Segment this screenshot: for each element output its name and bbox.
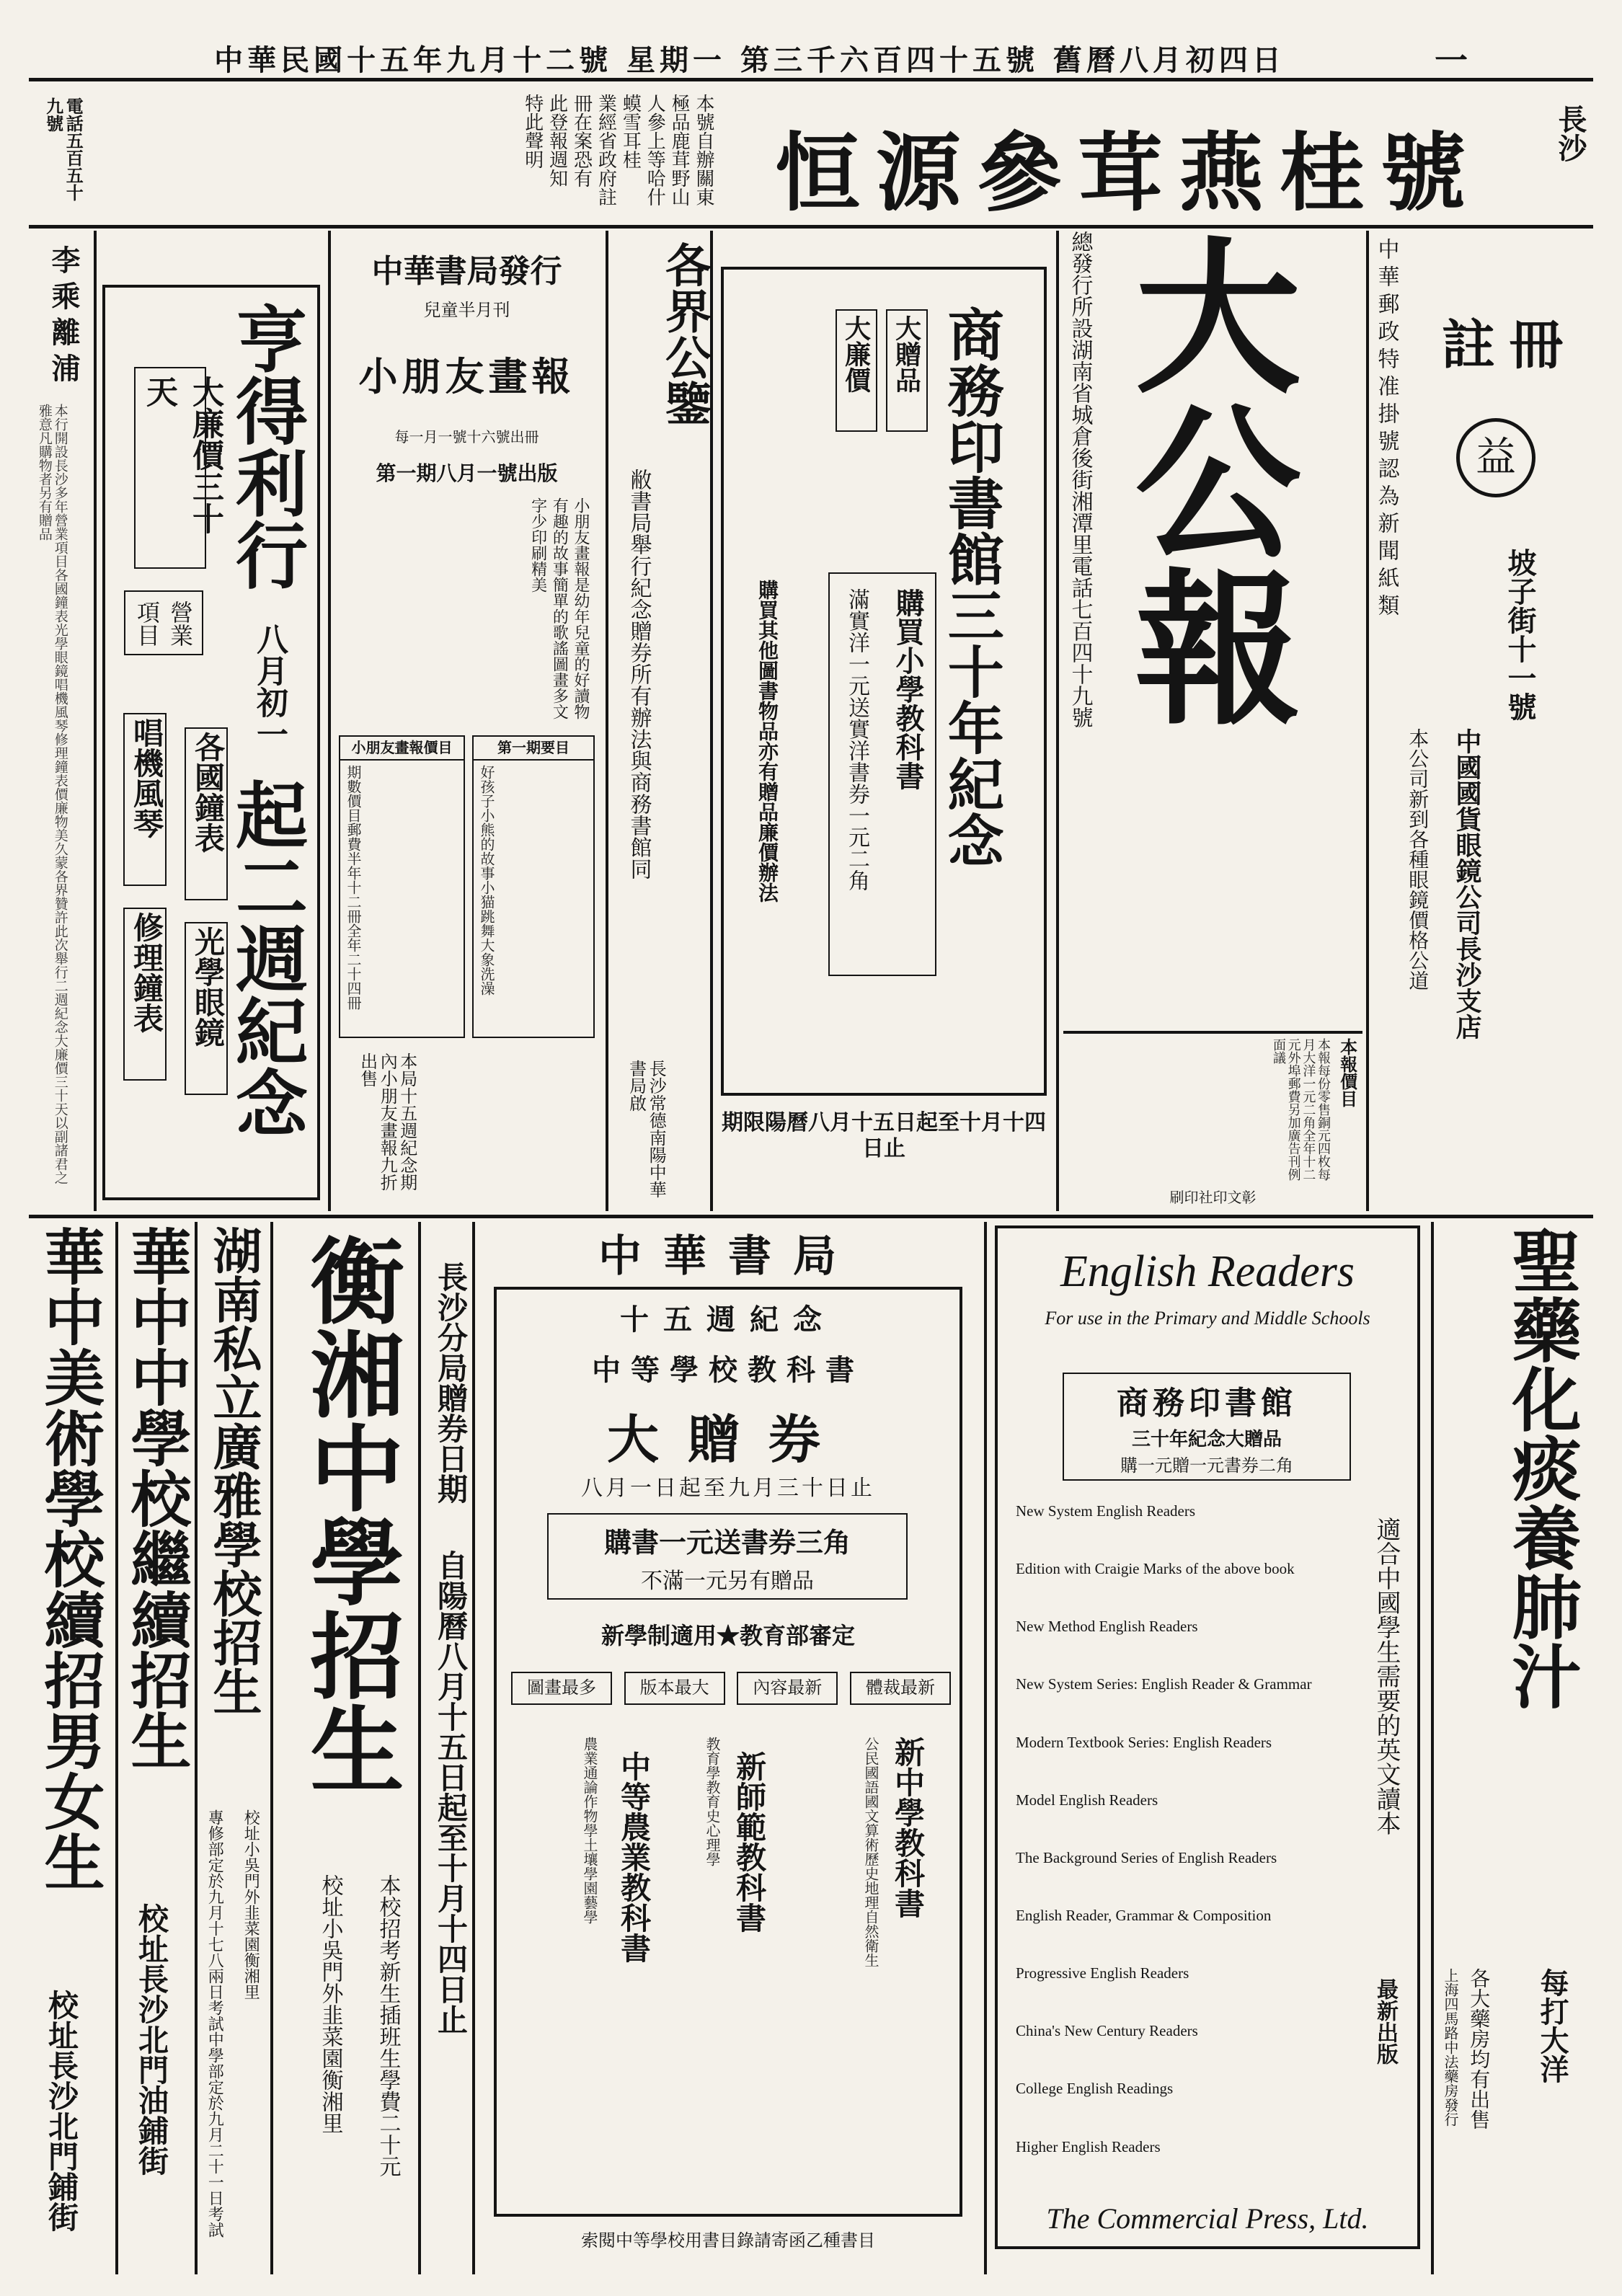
- top-ad-title: 恒源參茸燕桂號: [774, 123, 1481, 223]
- top-ad-address: 電話五百五十九號: [43, 97, 84, 201]
- english-item: China's New Century Readers: [1016, 2022, 1198, 2040]
- zhonghua-slogan: 新學制適用★教育部審定: [601, 1622, 855, 1649]
- english-item: College English Readings: [1016, 2080, 1174, 2098]
- english-item: English Reader, Grammar & Composition: [1016, 1906, 1272, 1924]
- paper-title-left-note: 總發行所設湖南省城倉後街湘潭里電話七百四十九號: [1067, 231, 1093, 728]
- pharmacy-item: 修理鐘表: [123, 908, 167, 1081]
- pharmacy-address: 李乘離浦: [47, 245, 81, 389]
- top-ad-detail: 極品鹿茸野山: [668, 94, 691, 206]
- zhonghua-series-list: 農業通論作物學土壤學園藝學: [581, 1737, 598, 1924]
- commercial-ad-title: 商務印書館三十年紀念: [938, 306, 1004, 868]
- zhonghua-series: 新中學教科書: [890, 1737, 926, 1918]
- english-item: Model English Readers: [1016, 1791, 1158, 1809]
- zhonghua-tags: [511, 1672, 951, 1705]
- art-school-title: 華中美術學校續招男女生: [35, 1225, 106, 1892]
- top-ad-details: [123, 94, 714, 216]
- zhonghua-books-ad: [479, 1222, 977, 2267]
- pharmacy-ad: [102, 285, 320, 1200]
- child-ad-notice: 本局十五週紀念期內小朋友畫報九折出售: [357, 1052, 417, 1191]
- english-item: The Background Series of English Readers: [1016, 1848, 1277, 1866]
- english-item: New System English Readers: [1016, 1502, 1196, 1520]
- zhonghua-series-list: 教育學教育史心理學: [704, 1737, 721, 1866]
- zhonghua-gift: 大贈券: [606, 1409, 849, 1470]
- top-ad-detail: 業經省政府註: [595, 94, 617, 206]
- notice-ad: [611, 238, 712, 1207]
- top-ad-detail: 冊在案恐有: [570, 94, 593, 187]
- english-items: [1016, 1502, 1333, 2194]
- pharmacy-item: 各國鐘表: [185, 727, 228, 900]
- top-ad-detail: 蟆雪耳桂: [619, 94, 642, 169]
- pharmacy-heading: 亨得利行: [223, 302, 309, 590]
- pharmacy-sale-box: [134, 367, 223, 569]
- english-item: New System Series: English Reader & Grammar: [1016, 1675, 1312, 1693]
- zhonghua-footer: 索閱中等學校用書目錄請寄函乙種書目: [581, 2230, 875, 2251]
- zhonghua-series-list: 公民國語國文算術歷史地理自然衛生: [862, 1737, 879, 1967]
- english-subtitle: For use in the Primary and Middle Schools: [1045, 1308, 1370, 1329]
- paper-price-table: 本報每份零售銅元四枚每月大洋一元二角全年十二元外埠郵費另加廣告刊例面議: [1270, 1038, 1331, 1181]
- pharmacy-items-label: 營業項目: [124, 590, 203, 655]
- paper-title-right-note: 中華郵政特准掛號認為新聞紙類: [1373, 238, 1399, 621]
- hengxiang-body: 本校招考新生插班生學費二十元: [375, 1874, 401, 2177]
- child-ad: [335, 238, 598, 1207]
- english-item: Progressive English Readers: [1016, 1964, 1189, 1982]
- english-item: Edition with Craigie Marks of the above book: [1016, 1560, 1295, 1578]
- child-ad-first-issue: 第一期八月一號出版: [376, 461, 558, 485]
- commercial-gift-box: 大贈品: [886, 309, 928, 432]
- child-ad-title: 小朋友畫報: [358, 353, 575, 399]
- zhonghua-period: 八月一日起至九月三十日止: [581, 1476, 875, 1501]
- pharmacy-sale: 大廉價三十天: [141, 376, 223, 534]
- english-side-note: 適合中國學生需要的英文讀本: [1372, 1517, 1401, 1835]
- guangya-address: 校址小吳門外韭菜園衡湘里: [241, 1809, 260, 2000]
- zhonghua-deal: 購書一元送書券三角 不滿一元另有贈品: [547, 1513, 908, 1600]
- hengxiang-title: 衡湘中學招生: [295, 1233, 405, 1795]
- middle-school-title: 華中中學校繼續招生: [121, 1225, 192, 1770]
- changsha-branch-date: 自陽曆八月十五日起至十月十四日止: [433, 1550, 469, 2034]
- paper-title: 大公報: [1107, 231, 1301, 728]
- register-stamp: 益: [1456, 418, 1535, 497]
- zhonghua-tag: 體裁最新: [850, 1672, 951, 1705]
- english-side-label: 最新出版: [1373, 1978, 1398, 2065]
- zhonghua-sub: 中等學校教科書: [592, 1353, 864, 1387]
- medicine-price: 每打大洋: [1535, 1968, 1569, 2083]
- commercial-offer-box: 購買小學教科書 滿實洋一元送實洋書券一元二角: [828, 572, 936, 976]
- notice-ad-title: 各界公鑒: [657, 241, 712, 426]
- register-title: 註冊: [1442, 314, 1577, 376]
- zhonghua-frame: [494, 1287, 962, 2217]
- register-ad: [1399, 238, 1593, 1207]
- register-shop: 中國國貨眼鏡公司長沙支店: [1452, 728, 1482, 1040]
- pharmacy-date: 八月初一: [251, 623, 288, 750]
- child-ad-table1-body: 好孩子小熊的故事小猫跳舞大象洗澡: [478, 765, 495, 996]
- child-ad-body: 小朋友畫報是幼年兒童的好讀物有趣的故事簡單的歌謠圖畫多文字少印刷精美: [528, 497, 590, 719]
- top-ad-city: 長沙: [1554, 105, 1587, 162]
- top-ad-detail: 特此聲明: [521, 94, 544, 169]
- top-ad-detail: 此登報週知: [546, 94, 568, 187]
- english-item: New Method English Readers: [1016, 1618, 1198, 1636]
- zhonghua-header: 中華書局: [598, 1231, 858, 1282]
- masthead-date-line: 中華民國十五年九月十二號 星期一 第三千六百四十五號 舊曆八月初四日: [214, 43, 1285, 77]
- english-item: Modern Textbook Series: English Readers: [1016, 1733, 1272, 1751]
- child-ad-header: 中華書局發行: [371, 253, 562, 290]
- pharmacy-fineprint: 本行開設長沙多年營業項目各國鐘表光學眼鏡唱機風琴修理鐘表價廉物美久蒙各界贊許此次舉行二週紀念大廉價三十天以副諸君之雅意凡購物者另有贈品: [36, 404, 68, 1184]
- guangya-title: 湖南私立廣雅學校招生: [205, 1225, 262, 1716]
- changsha-branch-title: 長沙分局贈券日期: [433, 1262, 469, 1504]
- commercial-sale-box: 大廉價: [836, 309, 877, 432]
- art-school-address: 校址長沙北門鋪街: [44, 1990, 79, 2232]
- paper-title-footer: 刷印社印文彰: [1169, 1189, 1257, 1206]
- child-ad-table2: 小朋友畫報價目 期數價目郵費半年十二冊全年二十四冊: [339, 735, 465, 1038]
- medicine-sub: 各大藥房均有出售: [1467, 1968, 1492, 2129]
- medicine-ad: [1438, 1225, 1593, 2271]
- child-ad-issue-info: 每一月一號十六號出冊: [394, 428, 539, 446]
- register-address: 坡子街十一號: [1503, 548, 1537, 721]
- paper-price-label: 本報價目: [1337, 1038, 1358, 1107]
- medicine-footer: 上海四馬路中法藥房發行: [1442, 1968, 1459, 2127]
- english-offer-box: 商務印書館 三十年紀念大贈品 購一元贈一元書券二角: [1063, 1373, 1351, 1481]
- zhonghua-series: 中等農業教科書: [616, 1751, 652, 1963]
- commercial-ad-period: 期限陽曆八月十五日起至十月十四日止: [722, 1110, 1046, 1161]
- child-ad-subtitle: 兒童半月刊: [423, 300, 510, 320]
- masthead-page-number: 一: [1435, 41, 1468, 80]
- top-ad-detail: 人參上等哈什: [644, 94, 666, 206]
- commercial-ad: [721, 267, 1047, 1096]
- zhonghua-tag: 版本最大: [624, 1672, 725, 1705]
- guangya-body: 專修部定於九月十七八兩日考試中學部定於九月二十一日考試: [205, 1809, 224, 2238]
- commercial-ad-other: 購買其他圖書物品亦有贈品廉價辦法: [755, 580, 779, 903]
- register-notice: 本公司新到各種眼鏡價格公道: [1406, 728, 1430, 990]
- english-ad: [995, 1225, 1420, 2249]
- zhonghua-tag: 內容最新: [737, 1672, 838, 1705]
- english-item: Higher English Readers: [1016, 2137, 1161, 2155]
- pharmacy-item: 光學眼鏡: [185, 922, 228, 1095]
- hengxiang-address: 校址小吳門外韭菜園衡湘里: [317, 1874, 343, 2134]
- pharmacy-event: 起二週紀念: [223, 778, 309, 1138]
- child-ad-table2-body: 期數價目郵費半年十二冊全年二十四冊: [345, 765, 362, 1010]
- english-footer: The Commercial Press, Ltd.: [1046, 2202, 1369, 2235]
- top-ad-detail: 本號自辦關東: [693, 94, 714, 206]
- child-ad-table1: 第一期要目 好孩子小熊的故事小猫跳舞大象洗澡: [472, 735, 595, 1038]
- pharmacy-item: 唱機風琴: [123, 713, 167, 886]
- notice-ad-signature: 長沙常德南陽中華書局啟: [626, 1060, 667, 1198]
- english-title: English Readers: [1060, 1247, 1355, 1296]
- paper-title-block: [1063, 231, 1362, 1211]
- top-ad: [29, 90, 1593, 223]
- zhonghua-anniv: 十五週紀念: [620, 1303, 836, 1337]
- zhonghua-tag: 圖畫最多: [511, 1672, 612, 1705]
- notice-ad-body: 敝書局舉行紀念贈券所有辦法與商務書館同: [626, 469, 652, 879]
- middle-school-address: 校址長沙北門油鋪街: [134, 1903, 169, 2176]
- medicine-title: 聖藥化痰養肺汁: [1501, 1225, 1582, 1710]
- zhonghua-series: 新師範教科書: [732, 1751, 767, 1933]
